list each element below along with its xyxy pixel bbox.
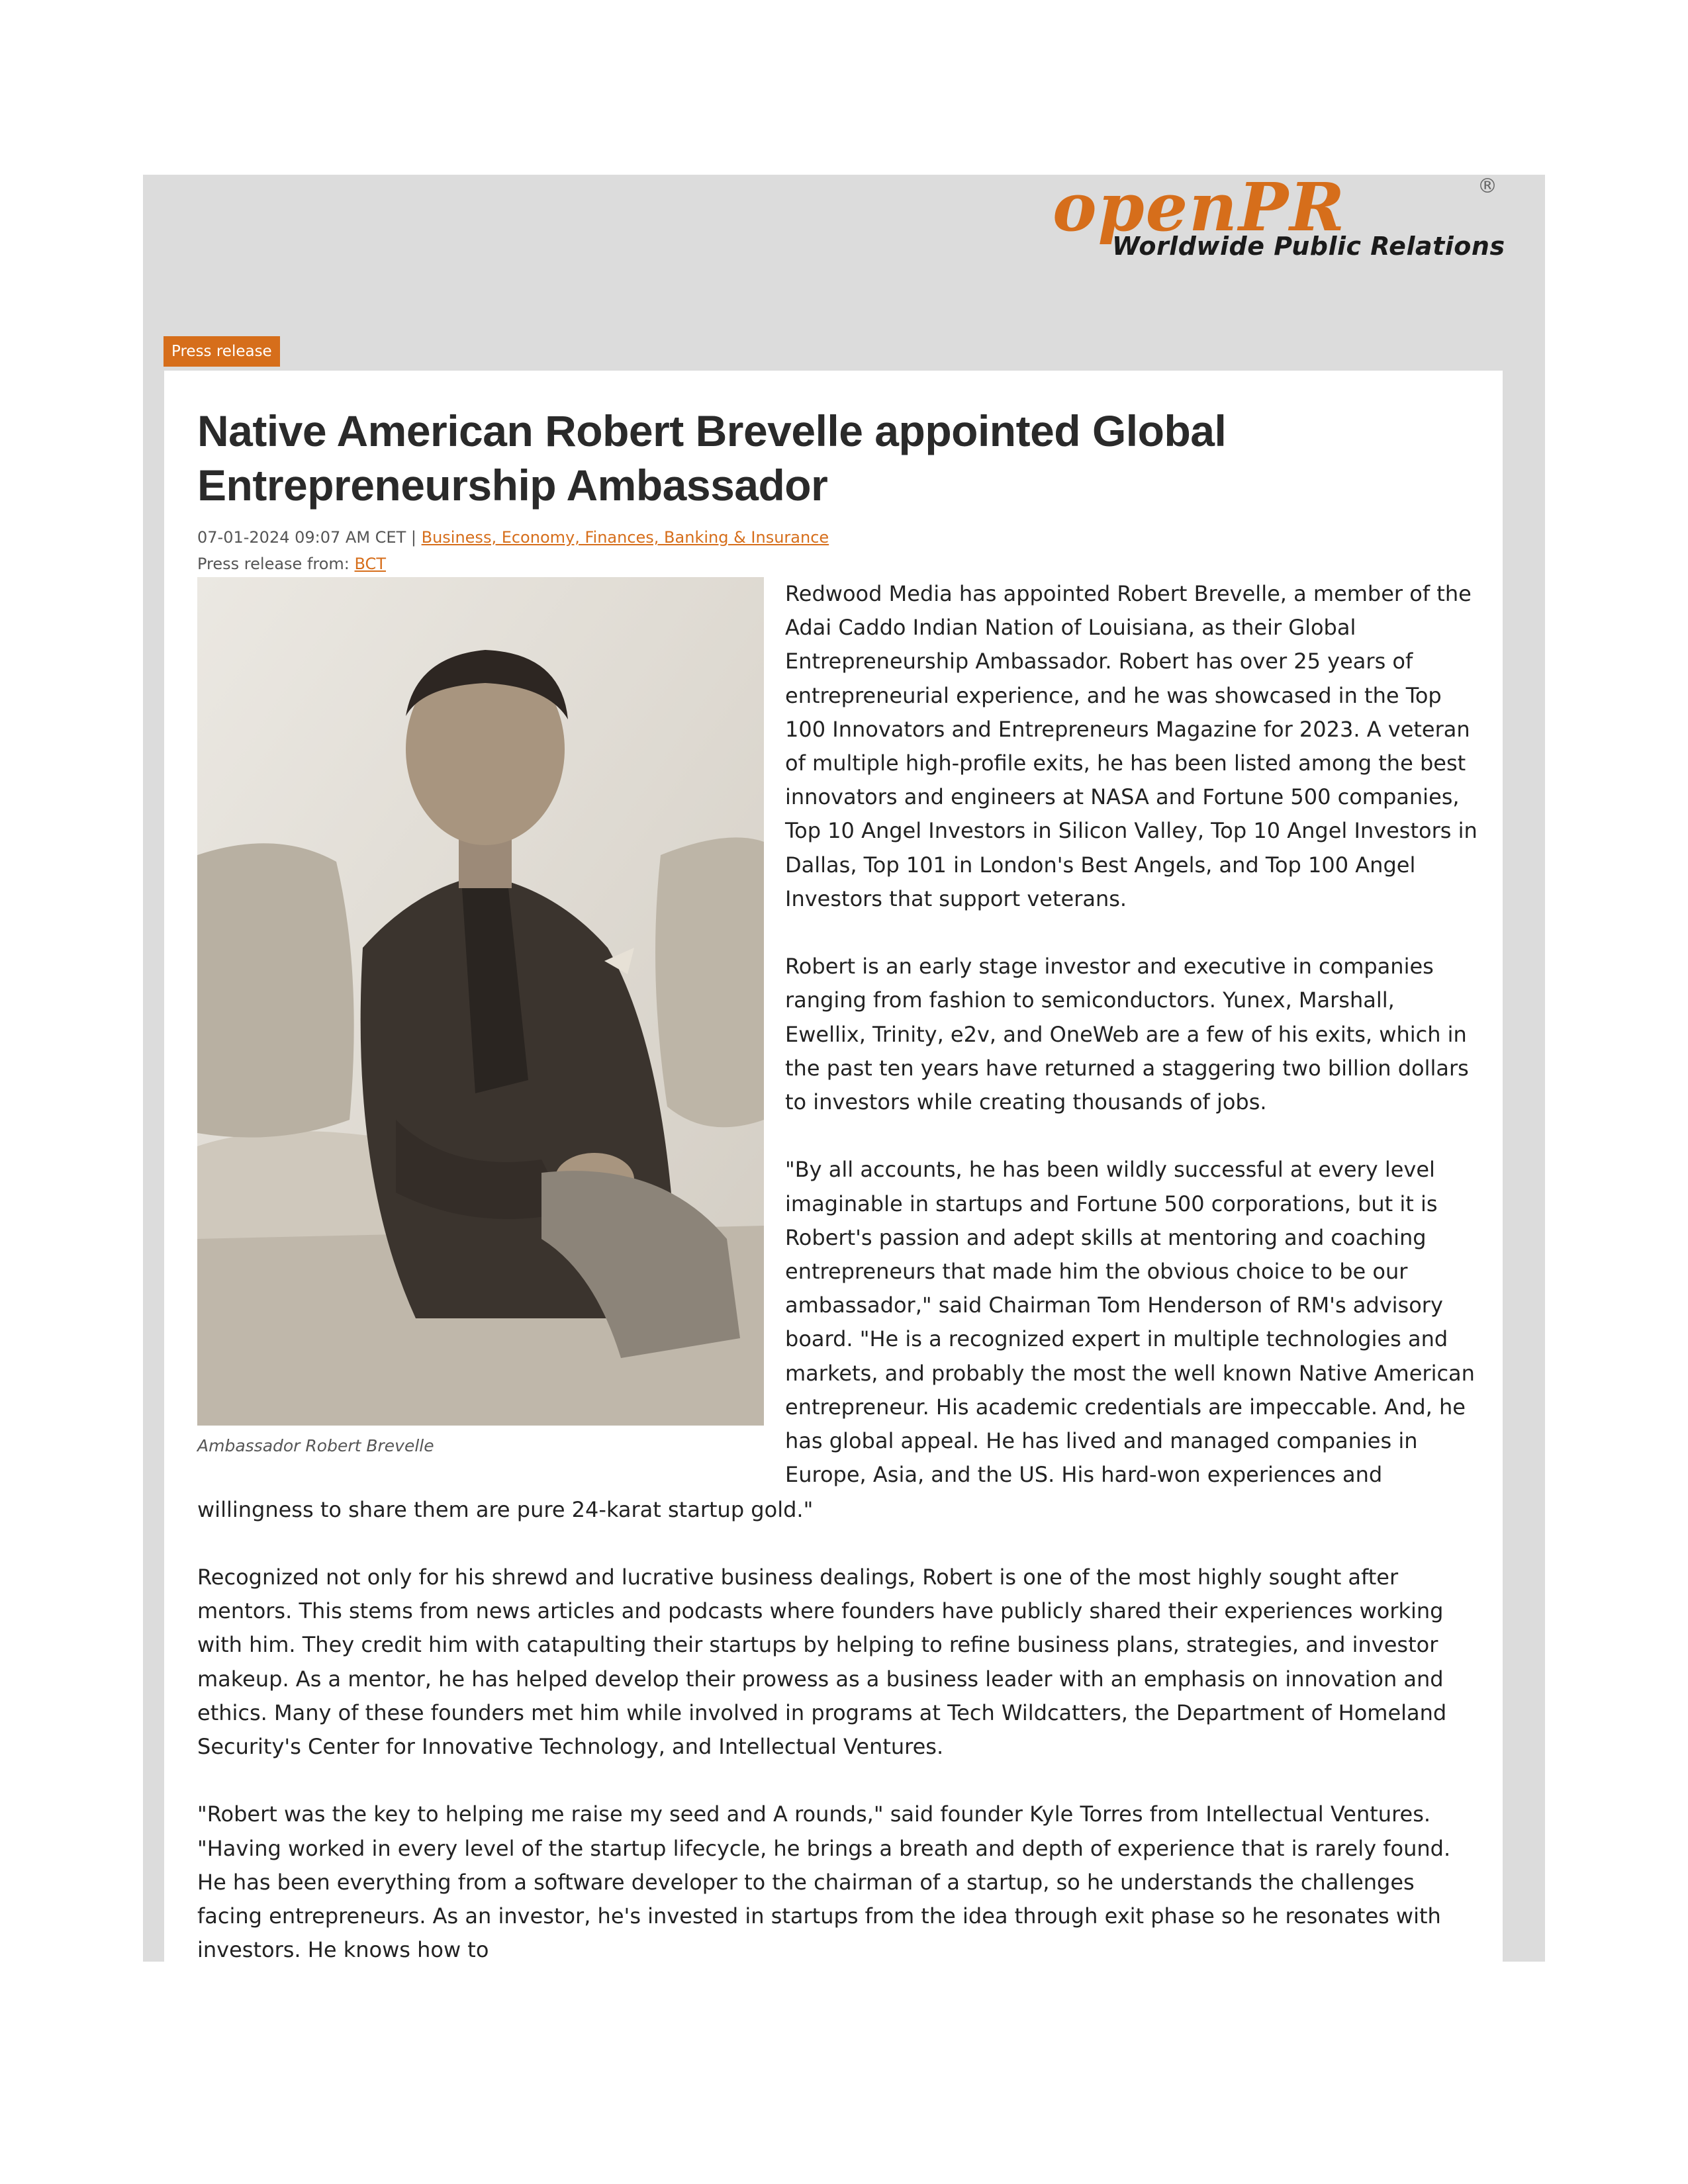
article-meta [197,524,829,577]
paragraph: "Robert was the key to helping me raise my seed and A rounds," said founder Kyle Torres from Intellectual Ventures. "Having worked in every level of the startup lifecycle, he brings a breath and depth of experience that is rarely found. He has been everything from a software developer to the chairman of a startup, so he understands the challenges facing entrepreneurs. As an investor, he's invested in startups from the idea through exit phase so he resonates with investors. He knows how to [197,1801,1451,1962]
portrait-photo [197,577,764,1426]
logo-tagline: Worldwide Public Relations [1112,232,1505,261]
article-card [164,371,1503,1962]
article-title: Native American Robert Brevelle appointed Global Entrepreneurship Ambassador [197,406,1227,510]
openpr-logo[interactable] [1046,168,1509,270]
paragraph: Robert is an early stage investor and executive in companies ranging from fashion to semiconductors. Yunex, Marshall, Ewellix, Trinity, e2v, and OneWeb are a few of his exits, which in the past ten years have returned a staggering two billion dollars to investors while creating thousands of jobs. [785,954,1469,1115]
logo-wordmark: openPR [1053,168,1346,246]
paragraph: "By all accounts, he has been wildly successful at every level imaginable in startups and Fortune 500 corporations, but it is Robert's passion and adept skills at mentoring and coaching entrepreneurs that made him the obvious choice to be our ambassador," said Chairman Tom Henderson of RM's advisory board. "He is a recognized expert in multiple technologies and markets, and probably the most the well known Native American entrepreneur. His academic credentials are impeccable. And, he has global appeal. He has lived and managed companies in Europe, Asia, and the US. His hard-won experiences and [785,1157,1475,1488]
photo-caption: Ambassador Robert Brevelle [197,1436,434,1455]
article-body-side [785,577,1480,1526]
meta-separator: | [410,528,416,547]
source-link[interactable]: BCT [354,555,386,573]
quote-tail-line: willingness to share them are pure 24-karat startup gold." [197,1497,814,1522]
category-link[interactable]: Business, Economy, Finances, Banking & Insurance [421,528,829,547]
paragraph: Recognized not only for his shrewd and lucrative business dealings, Robert is one of the most highly sought after mentors. This stems from news articles and podcasts where founders have publicly shared their experiences working with him. They credit him with catapulting their startups by helping to refine business plans, strategies, and investor makeup. As a mentor, he has helped develop their prowess as a business leader with an emphasis on innovation and ethics. Many of these founders met him while involved in programs at Tech Wildcatters, the Department of Homeland Security's Center for Innovative Technology, and Intellectual Ventures. [197,1565,1447,1760]
source-label: Press release from: [197,555,350,573]
article-date: 07-01-2024 09:07 AM CET [197,528,406,547]
paragraph: Redwood Media has appointed Robert Brevelle, a member of the Adai Caddo Indian Nation of Louisiana, as their Global Entrepreneurship Ambassador. Robert has over 25 years of entrepreneurial experience, and he was showcased in the Top 100 Innovators and Entrepreneurs Magazine for 2023. A veteran of multiple high-profile exits, he has been listed among the best innovators and engineers at NASA and Fortune 500 companies, Top 10 Angel Investors in Silicon Valley, Top 10 Angel Investors in Dallas, Top 101 in London's Best Angels, and Top 100 Angel Investors that support veterans. [785,581,1477,911]
press-release-badge: Press release [164,336,280,367]
article-body-full [197,1561,1478,1962]
registered-mark: ® [1477,175,1497,198]
portrait-illustration [197,577,764,1426]
